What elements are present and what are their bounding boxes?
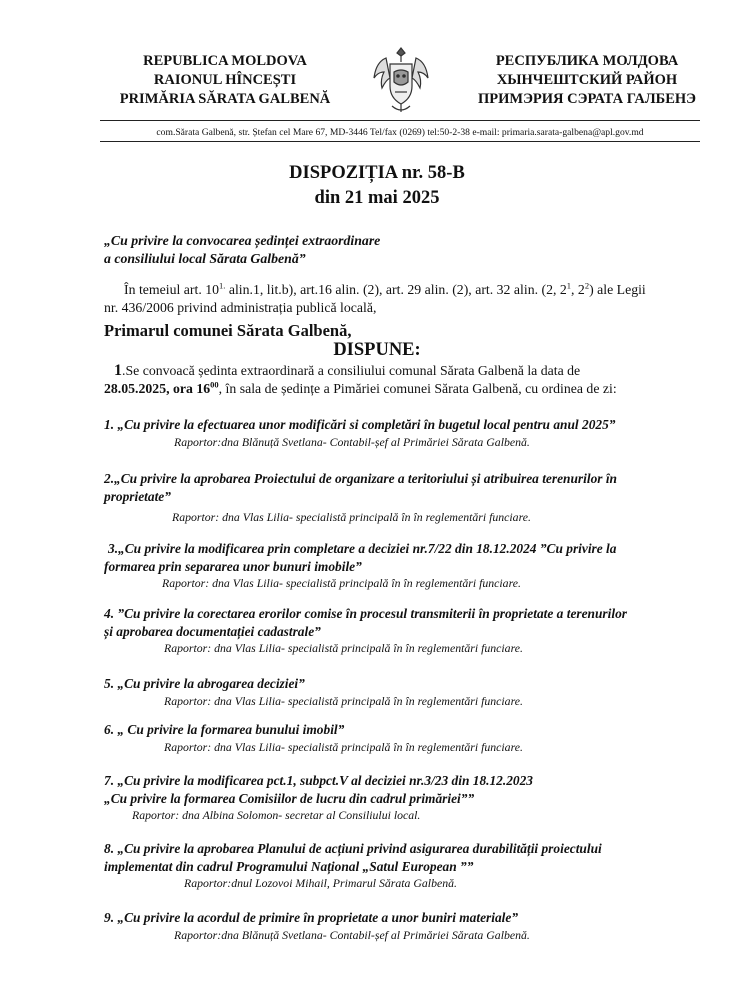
header-right-block <box>462 52 712 109</box>
agenda-item-title: „Cu privire la formarea Comisiilor de lucru din cadrul primăriei”” <box>104 790 475 806</box>
agenda-item-title: 9. „Cu privire la acordul de primire în proprietate a unor buniri materiale” <box>104 910 519 925</box>
agenda-item <box>104 416 704 450</box>
agenda-item-title: 1. „Cu privire la efectuarea unor modificări si completări în bugetul local pentru anul 2025” <box>104 417 616 432</box>
agenda-item <box>104 540 704 591</box>
agenda-item-title: 2.„Cu privire la aprobarea Proiectului de organizare a teritoriului și atribuirea terenurilor în <box>104 471 618 486</box>
agenda-item <box>104 605 704 656</box>
contact-address: com.Sărata Galbenă, str. Ștefan cel Mare 67, MD-3446 Tel/fax (0269) tel:50-2-38 e-mail: primaria.sarata-galbena@apl.gov.md <box>156 127 644 138</box>
article-1 <box>104 362 704 398</box>
document-date: din 21 mai 2025 <box>314 188 440 208</box>
agenda-item-title: 6. „ Cu privire la formarea bunului imobil” <box>104 722 345 737</box>
header-country-ru: РЕСПУБЛИКА МОЛДОВА <box>495 53 679 69</box>
agenda-item-title: 3.„Cu privire la modificarea prin completare a deciziei nr.7/22 din 18.12.2024 ”Cu privire la <box>108 541 617 556</box>
header-country-ro: REPUBLICA MOLDOVA <box>143 53 307 69</box>
agenda-item-title: și aprobarea documentației cadastrale” <box>104 623 321 639</box>
article-text: .Se convoacă ședinta extraordinară a consiliului comunal Sărata Galbenă la data de <box>122 363 581 378</box>
article-number: 1 <box>114 362 122 379</box>
agenda-item <box>104 470 704 525</box>
header-district-ru: ХЫНЧЕШТСКИЙ РАЙОН <box>496 72 678 88</box>
agenda-item-title: formarea prin separarea unor bunuri imobile” <box>104 558 362 574</box>
agenda-item-title: 5. „Cu privire la abrogarea deciziei” <box>104 676 305 691</box>
issuer-line: Primarul comunei Sărata Galbenă, <box>104 321 352 340</box>
legal-text: nr. 436/2006 privind administrația publică locală, <box>104 300 377 315</box>
legal-sup: 1. <box>219 280 226 291</box>
header-divider-top <box>100 120 700 121</box>
meeting-time-sup: 00 <box>210 379 219 390</box>
agenda-item <box>104 721 704 755</box>
agenda-item-title: 7. „Cu privire la modificarea pct.1, subpct.V al deciziei nr.3/23 din 18.12.2023 <box>104 773 534 788</box>
subject-line: a consiliului local Sărata Galbenă” <box>104 251 306 266</box>
agenda-item-raportor: Raportor: dna Vlas Lilia- specialistă principală în în reglementări funciare. <box>172 510 531 524</box>
agenda-item <box>104 675 704 709</box>
legal-text: , 2 <box>571 282 585 297</box>
meeting-datetime: 28.05.2025, ora 16 <box>104 381 211 396</box>
agenda-item-raportor: Raportor:dna Blănuță Svetlana- Contabil-șef al Primăriei Sărata Galbenă. <box>174 927 530 942</box>
legal-text: alin.1, lit.b), art.16 alin. (2), art. 29 alin. (2), art. 32 alin. (2, 2 <box>225 282 567 297</box>
agenda-item <box>104 909 704 943</box>
agenda-item <box>104 840 704 891</box>
document-subject <box>104 232 380 268</box>
agenda-item-raportor: Raportor: dna Vlas Lilia- specialistă principală în în reglementări funciare. <box>162 576 521 590</box>
agenda-item-raportor: Raportor: dna Albina Solomon- secretar al Consiliului local. <box>132 808 421 822</box>
legal-basis <box>104 281 704 317</box>
moldova-coat-of-arms-icon <box>368 44 434 116</box>
agenda-item-raportor: Raportor: dna Vlas Lilia- specialistă principală în în reglementări funciare. <box>164 739 523 754</box>
agenda-item-title: proprietate” <box>104 488 171 504</box>
legal-sup: 1 <box>566 280 572 291</box>
agenda-item-title: 4. ”Cu privire la corectarea erorilor comise în procesul transmiterii în proprietate a terenurilor <box>104 606 627 621</box>
agenda-item-raportor: Raportor:dnul Lozovoi Mihail, Primarul Sărata Galbenă. <box>184 876 457 890</box>
header-district-ro: RAIONUL HÎNCEȘTI <box>153 72 297 88</box>
header-left-block <box>100 52 350 109</box>
agenda-item <box>104 772 704 823</box>
legal-text: În temeiul art. 10 <box>124 282 220 297</box>
dispune-heading: DISPUNE: <box>333 340 421 360</box>
document-title: DISPOZIȚIA nr. 58-B <box>289 163 465 183</box>
agenda-item-title: 8. „Cu privire la aprobarea Planului de acțiuni privind asigurarea durabilității proiectului <box>104 841 602 856</box>
legal-sup: 2 <box>584 280 590 291</box>
agenda-item-raportor: Raportor:dna Blănuță Svetlana- Contabil-șef al Primăriei Sărata Galbenă. <box>174 434 530 449</box>
legal-text: ) ale Legii <box>589 282 646 297</box>
agenda-item-raportor: Raportor: dna Vlas Lilia- specialistă principală în în reglementări funciare. <box>164 693 523 708</box>
header-mayoralty-ro: PRIMĂRIA SĂRATA GALBENĂ <box>119 91 331 107</box>
agenda-item-title: implementat din cadrul Programului Național „Satul European ”” <box>104 858 474 874</box>
header-mayoralty-ru: ПРИМЭРИЯ СЭРАТА ГАЛБЕНЭ <box>477 91 696 107</box>
article-text: , în sala de ședințe a Pimăriei comunei Sărata Galbenă, cu ordinea de zi: <box>218 381 617 396</box>
header-divider-bottom <box>100 141 700 142</box>
subject-line: „Cu privire la convocarea ședinței extraordinare <box>104 233 381 248</box>
agenda-item-raportor: Raportor: dna Vlas Lilia- specialistă principală în în reglementări funciare. <box>164 641 523 655</box>
